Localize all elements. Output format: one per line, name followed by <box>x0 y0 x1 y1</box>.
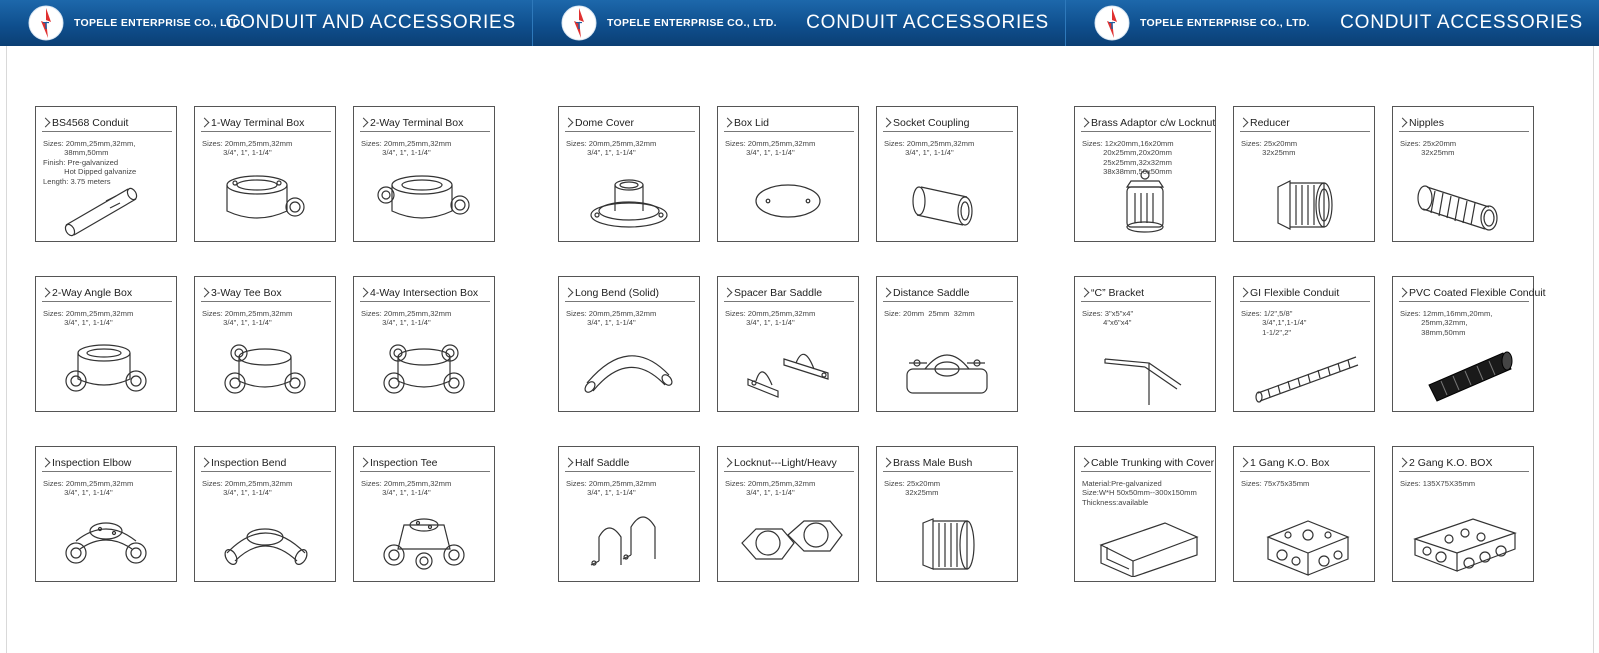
product-spec: Sizes: 20mm,25mm,32mm, 38mm,50mm Finish: Pre-galvanized Hot Dipped galvanize Length: 3.75 meters <box>43 139 137 186</box>
catalog-page <box>6 46 1594 653</box>
product-title <box>883 457 1013 472</box>
chevron-right-icon <box>1398 458 1408 468</box>
product-title <box>1399 117 1529 132</box>
product-card <box>1392 106 1534 242</box>
product-spec: Sizes: 75x75x35mm <box>1241 479 1310 488</box>
product-spec: Sizes: 25x20mm 32x25mm <box>1400 139 1457 158</box>
ko-box-1gang-icon <box>1244 503 1364 577</box>
chevron-right-icon <box>41 288 51 298</box>
chevron-right-icon <box>564 458 574 468</box>
chevron-right-icon <box>723 118 733 128</box>
product-title-text: Inspection Bend <box>211 457 287 469</box>
flexible-conduit-icon <box>1244 333 1364 407</box>
product-title <box>1081 457 1215 472</box>
product-title <box>42 457 172 472</box>
angle-box-icon <box>46 333 166 407</box>
product-title <box>42 287 172 302</box>
chevron-right-icon <box>564 118 574 128</box>
product-title <box>1081 287 1211 302</box>
product-spec: Sizes: 20mm,25mm,32mm 3/4", 1", 1-1/4" <box>725 309 816 328</box>
product-card <box>1074 276 1216 412</box>
product-title-text: Inspection Tee <box>370 457 438 469</box>
product-title <box>1240 287 1370 302</box>
chevron-right-icon <box>41 118 51 128</box>
product-title-text: Spacer Bar Saddle <box>734 287 823 299</box>
product-card <box>1233 106 1375 242</box>
chevron-right-icon <box>1239 458 1249 468</box>
product-spec: Sizes: 20mm,25mm,32mm 3/4", 1", 1-1/4" <box>725 139 816 158</box>
product-title <box>724 287 854 302</box>
product-card <box>717 106 859 242</box>
product-card <box>876 446 1018 582</box>
section-title: CONDUIT AND ACCESSORIES <box>225 12 516 33</box>
product-spec: Material:Pre-galvanized Size:W*H 50x50mm--300x150mm Thickness:available <box>1082 479 1197 507</box>
product-title-text: Long Bend (Solid) <box>575 287 660 299</box>
product-spec: Size: 20mm 25mm 32mm <box>884 309 975 318</box>
chevron-right-icon <box>882 118 892 128</box>
product-title-text: Box Lid <box>734 117 770 129</box>
product-spec: Sizes: 20mm,25mm,32mm 3/4", 1", 1-1/4" <box>725 479 816 498</box>
product-card <box>353 446 495 582</box>
company-name: TOPELE ENTERPRISE CO., LTD. <box>1140 17 1310 29</box>
product-spec: Sizes: 20mm,25mm,32mm 3/4", 1", 1-1/4" <box>566 309 657 328</box>
ko-box-2gang-icon <box>1403 503 1523 577</box>
company-logo-icon <box>24 4 68 42</box>
chevron-right-icon <box>1080 288 1090 298</box>
product-card <box>1074 446 1216 582</box>
product-title-text: 2 Gang K.O. BOX <box>1409 457 1493 469</box>
product-title-text: PVC Coated Flexible Conduit <box>1409 287 1546 299</box>
chevron-right-icon <box>1080 458 1090 468</box>
product-title-text: Reducer <box>1250 117 1290 129</box>
product-card <box>1233 446 1375 582</box>
intersection-box-icon <box>364 333 484 407</box>
product-title <box>883 117 1013 132</box>
product-title <box>1081 117 1216 132</box>
company-logo-icon <box>557 4 601 42</box>
product-card <box>1392 446 1534 582</box>
chevron-right-icon <box>723 458 733 468</box>
reducer-icon <box>1244 163 1364 237</box>
chevron-right-icon <box>1239 118 1249 128</box>
product-title-text: Brass Male Bush <box>893 457 973 469</box>
locknut-icon <box>728 503 848 577</box>
tee-box-icon <box>205 333 325 407</box>
product-spec: Sizes: 12x20mm,16x20mm 20x25mm,20x20mm 25x25mm,32x32mm 38x38mm,50x50mm <box>1082 139 1174 177</box>
product-title-text: 3-Way Tee Box <box>211 287 282 299</box>
product-title <box>201 117 331 132</box>
product-title <box>1240 117 1370 132</box>
product-card <box>1233 276 1375 412</box>
product-spec: Sizes: 20mm,25mm,32mm 3/4", 1", 1-1/4" <box>202 139 293 158</box>
chevron-right-icon <box>359 288 369 298</box>
product-title <box>1240 457 1370 472</box>
brass-adaptor-icon <box>1085 163 1205 237</box>
product-title-text: Locknut---Light/Heavy <box>734 457 837 469</box>
chevron-right-icon <box>359 118 369 128</box>
product-title-text: BS4568 Conduit <box>52 117 129 129</box>
inspection-bend-icon <box>205 503 325 577</box>
product-spec: Sizes: 135X75X35mm <box>1400 479 1476 488</box>
chevron-right-icon <box>200 288 210 298</box>
header-segment <box>1066 0 1599 46</box>
distance-saddle-icon <box>887 333 1007 407</box>
product-title <box>883 287 1013 302</box>
product-title <box>565 117 695 132</box>
product-title <box>724 117 854 132</box>
product-title <box>360 287 490 302</box>
product-spec: Sizes: 25x20mm 32x25mm <box>884 479 941 498</box>
product-spec: Sizes: 12mm,16mm,20mm, 25mm,32mm, 38mm,50mm <box>1400 309 1493 337</box>
product-spec: Sizes: 20mm,25mm,32mm 3/4", 1", 1-1/4" <box>43 309 134 328</box>
product-title <box>360 117 490 132</box>
header-segment <box>0 0 533 46</box>
half-saddle-icon <box>569 503 689 577</box>
product-card <box>353 276 495 412</box>
product-spec: Sizes: 20mm,25mm,32mm 3/4", 1", 1-1/4" <box>43 479 134 498</box>
brass-bush-icon <box>887 503 1007 577</box>
product-title-text: “C” Bracket <box>1091 287 1145 299</box>
chevron-right-icon <box>200 458 210 468</box>
nipple-icon <box>1403 163 1523 237</box>
product-title <box>360 457 490 472</box>
product-spec: Sizes: 20mm,25mm,32mm 3/4", 1", 1-1/4" <box>361 309 452 328</box>
inspection-tee-icon <box>364 503 484 577</box>
product-title-text: Socket Coupling <box>893 117 970 129</box>
product-card <box>194 446 336 582</box>
product-card <box>35 446 177 582</box>
product-title-text: 1-Way Terminal Box <box>211 117 305 129</box>
product-title-text: Distance Saddle <box>893 287 970 299</box>
socket-coupling-icon <box>887 163 1007 237</box>
product-title-text: Half Saddle <box>575 457 630 469</box>
product-spec: Sizes: 3"x5"x4" 4"x6"x4" <box>1082 309 1134 328</box>
product-spec: Sizes: 25x20mm 32x25mm <box>1241 139 1298 158</box>
product-spec: Sizes: 20mm,25mm,32mm 3/4", 1", 1-1/4" <box>361 139 452 158</box>
product-title-text: GI Flexible Conduit <box>1250 287 1340 299</box>
product-card <box>876 276 1018 412</box>
long-bend-icon <box>569 333 689 407</box>
product-card <box>1392 276 1546 412</box>
box-lid-icon <box>728 163 848 237</box>
product-card <box>558 106 700 242</box>
cable-trunking-icon <box>1085 503 1205 577</box>
section-title: CONDUIT ACCESSORIES <box>1340 12 1583 33</box>
svg-text:T: T <box>42 21 50 32</box>
chevron-right-icon <box>882 288 892 298</box>
chevron-right-icon <box>41 458 51 468</box>
spacer-saddle-icon <box>728 333 848 407</box>
chevron-right-icon <box>564 288 574 298</box>
product-title <box>565 457 695 472</box>
product-card <box>717 446 859 582</box>
product-title <box>201 287 331 302</box>
product-card <box>1074 106 1216 242</box>
chevron-right-icon <box>1239 288 1249 298</box>
dome-cover-icon <box>569 163 689 237</box>
header-segment <box>533 0 1066 46</box>
company-name: TOPELE ENTERPRISE CO., LTD. <box>74 17 244 29</box>
svg-text:T: T <box>575 21 583 32</box>
page-header <box>0 0 1599 46</box>
product-title <box>42 117 172 132</box>
chevron-right-icon <box>723 288 733 298</box>
product-title-text: 2-Way Terminal Box <box>370 117 464 129</box>
product-title-text: Cable Trunking with Cover <box>1091 457 1215 469</box>
product-card <box>558 276 700 412</box>
product-title-text: 2-Way Angle Box <box>52 287 133 299</box>
product-title <box>1399 457 1529 472</box>
chevron-right-icon <box>882 458 892 468</box>
product-card <box>558 446 700 582</box>
product-card <box>353 106 495 242</box>
product-title-text: 1 Gang K.O. Box <box>1250 457 1330 469</box>
inspection-elbow-icon <box>46 503 166 577</box>
chevron-right-icon <box>200 118 210 128</box>
product-spec: Sizes: 20mm,25mm,32mm 3/4", 1", 1-1/4" <box>566 479 657 498</box>
product-spec: Sizes: 20mm,25mm,32mm 3/4", 1", 1-1/4" <box>202 309 293 328</box>
terminal-box-2way-icon <box>364 163 484 237</box>
c-bracket-icon <box>1085 333 1205 407</box>
product-spec: Sizes: 20mm,25mm,32mm 3/4", 1", 1-1/4" <box>202 479 293 498</box>
product-title <box>565 287 695 302</box>
pvc-flexible-conduit-icon <box>1403 333 1523 407</box>
product-title <box>201 457 331 472</box>
conduit-pipe-icon <box>46 163 166 237</box>
chevron-right-icon <box>1398 118 1408 128</box>
product-card <box>717 276 859 412</box>
chevron-right-icon <box>359 458 369 468</box>
product-title-text: Nipples <box>1409 117 1445 129</box>
product-title-text: Inspection Elbow <box>52 457 132 469</box>
product-title <box>1399 287 1546 302</box>
product-card <box>35 276 177 412</box>
chevron-right-icon <box>1080 118 1090 128</box>
product-spec: Sizes: 20mm,25mm,32mm 3/4", 1", 1-1/4" <box>884 139 975 158</box>
product-card <box>194 276 336 412</box>
product-title-text: 4-Way Intersection Box <box>370 287 479 299</box>
section-title: CONDUIT ACCESSORIES <box>806 12 1049 33</box>
chevron-right-icon <box>1398 288 1408 298</box>
product-spec: Sizes: 1/2",5/8" 3/4",1",1-1/4" 1-1/2",2" <box>1241 309 1307 337</box>
product-title <box>724 457 854 472</box>
product-spec: Sizes: 20mm,25mm,32mm 3/4", 1", 1-1/4" <box>361 479 452 498</box>
product-title-text: Brass Adaptor c/w Locknut <box>1091 117 1216 129</box>
company-logo-icon <box>1090 4 1134 42</box>
svg-text:T: T <box>1108 21 1116 32</box>
product-spec: Sizes: 20mm,25mm,32mm 3/4", 1", 1-1/4" <box>566 139 657 158</box>
product-title-text: Dome Cover <box>575 117 634 129</box>
product-card <box>194 106 336 242</box>
product-card <box>35 106 177 242</box>
product-card <box>876 106 1018 242</box>
company-name: TOPELE ENTERPRISE CO., LTD. <box>607 17 777 29</box>
terminal-box-1way-icon <box>205 163 325 237</box>
